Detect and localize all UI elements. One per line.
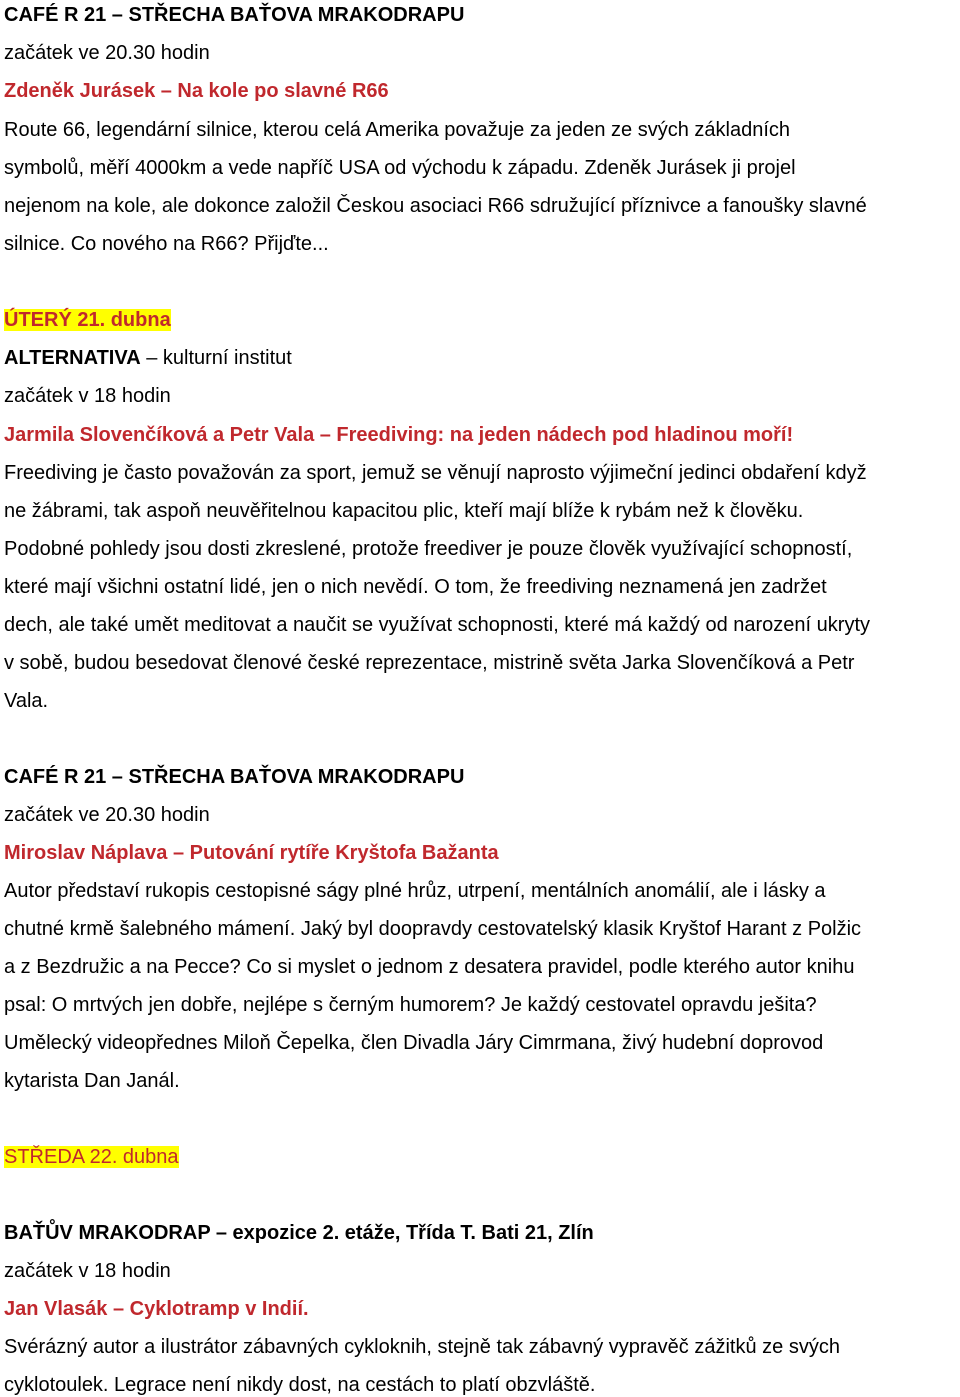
event-description-line: Freediving je často považován za sport, jemuž se věnují naprosto výjimeční jedinci obdaření když xyxy=(4,462,867,484)
event-description-line: silnice. Co nového na R66? Přijďte... xyxy=(4,233,329,255)
event-title: Miroslav Náplava – Putování rytíře Kryštofa Bažanta xyxy=(4,842,499,864)
event-description-line: Umělecký videopřednes Miloň Čepelka, člen Divadla Járy Cimrmana, živý hudební doprovod xyxy=(4,1032,824,1054)
event-title: Zdeněk Jurásek – Na kole po slavné R66 xyxy=(4,80,389,102)
event-description-line: Route 66, legendární silnice, kterou celá Amerika považuje za jeden ze svých základních xyxy=(4,119,791,141)
day-heading xyxy=(4,308,171,332)
day-heading xyxy=(4,1145,179,1169)
event-description-line: v sobě, budou besedovat členové české reprezentace, mistrině světa Jarka Slovenčíková a Petr xyxy=(4,652,855,674)
event-description-line: cyklotoulek. Legrace není nikdy dost, na cestách to platí obzvláště. xyxy=(4,1374,596,1396)
day-label: STŘEDA 22. dubna xyxy=(4,1146,179,1168)
event-start-time: začátek ve 20.30 hodin xyxy=(4,42,210,64)
event-venue: BAŤŮV MRAKODRAP – expozice 2. etáže, Třída T. Bati 21, Zlín xyxy=(4,1222,594,1244)
event-venue: CAFÉ R 21 – STŘECHA BAŤOVA MRAKODRAPU xyxy=(4,766,465,788)
event-description-line: dech, ale také umět meditovat a naučit se využívat schopnosti, které má každý od narození ukryty xyxy=(4,614,870,636)
event-description-line: které mají všichni ostatní lidé, jen o nich nevědí. O tom, že freediving neznamená jen zadržet xyxy=(4,576,827,598)
event-description-line: symbolů, měří 4000km a vede napříč USA od východu k západu. Zdeněk Jurásek ji projel xyxy=(4,157,796,179)
event-description-line: Autor představí rukopis cestopisné ságy plné hrůz, utrpení, mentálních anomálií, ale i lásky a xyxy=(4,880,826,902)
event-description-line: kytarista Dan Janál. xyxy=(4,1070,180,1092)
event-description-line: Podobné pohledy jsou dosti zkreslené, protože freediver je pouze člověk využívající schopností, xyxy=(4,538,853,560)
event-title: Jan Vlasák – Cyklotramp v Indií. xyxy=(4,1298,309,1320)
event-start-time: začátek ve 20.30 hodin xyxy=(4,804,210,826)
event-description-line: ne žábrami, tak aspoň neuvěřitelnou kapacitou plic, kteří mají blíže k rybám než k člověku. xyxy=(4,500,804,522)
event-description-line: a z Bezdružic a na Pecce? Co si myslet o jednom z desatera pravidel, podle kterého autor knihu xyxy=(4,956,855,978)
event-venue: CAFÉ R 21 – STŘECHA BAŤOVA MRAKODRAPU xyxy=(4,4,465,26)
event-start-time: začátek v 18 hodin xyxy=(4,385,171,407)
event-title: Jarmila Slovenčíková a Petr Vala – Freediving: na jeden nádech pod hladinou moří! xyxy=(4,424,794,446)
event-start-time: začátek v 18 hodin xyxy=(4,1260,171,1282)
event-description-line: nejenom na kole, ale dokonce založil Českou asociaci R66 sdružující příznivce a fanoušky slavné xyxy=(4,195,867,217)
event-description-line: Vala. xyxy=(4,690,49,712)
day-label: ÚTERÝ 21. dubna xyxy=(4,309,171,331)
venue-description: – kulturní institut xyxy=(140,347,292,369)
event-venue xyxy=(4,346,292,370)
event-description-line: psal: O mrtvých jen dobře, nejlépe s černým humorem? Je každý cestovatel opravdu ješita? xyxy=(4,994,817,1016)
event-description-line: Svérázný autor a ilustrátor zábavných cykloknih, stejně tak zábavný vypravěč zážitků ze svých xyxy=(4,1336,840,1358)
venue-name: ALTERNATIVA xyxy=(4,347,141,369)
event-description-line: chutné krmě šalebného mámení. Jaký byl doopravdy cestovatelský klasik Kryštof Harant z Polžic xyxy=(4,918,862,940)
